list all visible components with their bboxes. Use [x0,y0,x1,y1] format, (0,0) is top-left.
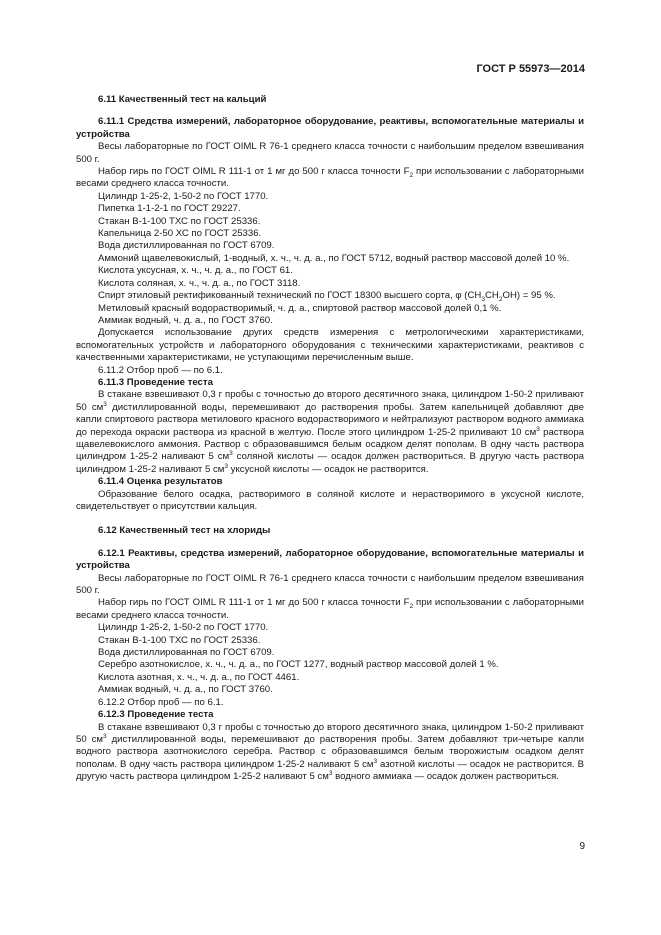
paragraph: Весы лабораторные по ГОСТ OIML R 76-1 среднего класса точности с наибольшим пределом взвешивания 500 г. [76,141,584,165]
list-item: Метиловый красный водорастворимый, ч. д. а., спиртовой раствор массовой долей 0,1 %. [98,302,502,314]
list-item: Стакан В-1-100 ТХС по ГОСТ 25336. [98,215,261,227]
paragraph: Допускается использование других средств измерения с метрологическими характеристиками, вспомогательных устройств и лабораторного оборудования с техническими характеристиками, реактивов с качественными характеристиками, не уступающими перечисленным выше. [76,327,584,364]
list-item: Кислота соляная, х. ч., ч. д. а., по ГОСТ 3118. [98,277,301,289]
paragraph: Набор гирь по ГОСТ OIML R 111-1 от 1 мг до 500 г класса точности $F_2$ при использовании с лабораторными весами среднего класса точности. [76,166,584,190]
paragraph: Образование белого осадка, растворимого в соляной кислоте и нерастворимого в уксусной кислоте, свидетельствует о присутствии кальция. [76,488,584,512]
paragraph: 6.12.2 Отбор проб — по 6.1. [98,696,224,708]
page-number: 9 [579,841,585,852]
paragraph: Весы лабораторные по ГОСТ OIML R 76-1 среднего класса точности с наибольшим пределом взвешивания 500 г. [76,572,584,597]
list-item: Аммиак водный, ч. д. а., по ГОСТ 3760. [98,684,273,696]
section-title: 6.12 Качественный тест на хлориды [98,525,271,537]
list-item: Серебро азотнокислое, х. ч., ч. д. а., по ГОСТ 1277, водный раствор массовой долей 1 %. [98,659,499,671]
subsection-title: 6.12.1 Реактивы, средства измерений, лабораторное оборудование, вспомогательные материалы и устройства [76,547,584,572]
subsection-title: 6.11.4 Оценка результатов [98,476,223,488]
list-item: Цилиндр 1-25-2, 1-50-2 по ГОСТ 1770. [98,622,269,634]
paragraph: В стакане взвешивают 0,3 г пробы с точностью до второго десятичного знака, цилиндром 1-50-2 приливают 50 $см^3$ дистиллированной воды, перемешивают до растворения пробы. Затем добавляют три-четыре капли водного раствора азотнокислого серебра. Раствор с образовавшимся белым творожистым осадком делят пополам. В одну часть раствора цилиндром 1-25-2 наливают 5 $см^3$ азотной кислоты — осадок не растворится. В другую часть раствора цилиндром 1-25-2 наливают 5 $см^3$ водного аммиака — осадок должен раствориться. [76,721,584,783]
list-item: Кислота уксусная, х. ч., ч. д. а., по ГОСТ 61. [98,265,293,277]
subsection-title: 6.11.1 Средства измерений, лабораторное оборудование, реактивы, вспомогательные материалы и устройства [76,116,584,140]
list-item: Капельница 2-50 ХС по ГОСТ 25336. [98,228,262,240]
paragraph: В стакане взвешивают 0,3 г пробы с точностью до второго десятичного знака, цилиндром 1-50-2 приливают 50 $см^3$ дистиллированной воды, перемешивают до растворения пробы. Затем капельницей добавляют две капли спиртового раствора метилового красного водорастворимого и нейтрализуют раствором водного аммиака до перехода окраски раствора из красной в желтую. После этого цилиндром 1-25-2 приливают 10 $см^3$ раствора щавелевокислого аммония. Раствор с образовавшимся белым осадком делят пополам. В одну часть раствора цилиндром 1-25-2 наливают 5 $см^3$ соляной кислоты — осадок должен раствориться. В другую часть раствора цилиндром 1-25-2 наливают 5 $см^3$ уксусной кислоты — осадок не растворится. [76,389,584,475]
paragraph: Набор гирь по ГОСТ OIML R 111-1 от 1 мг до 500 г класса точности $F_2$ при использовании с лабораторными весами среднего класса точности. [76,597,584,621]
paragraph: 6.11.2 Отбор проб — по 6.1. [98,364,223,376]
list-item: Пипетка 1-1-2-1 по ГОСТ 29227. [98,203,241,215]
list-item: Цилиндр 1-25-2, 1-50-2 по ГОСТ 1770. [98,190,269,202]
document-body [76,94,584,784]
standard-header: ГОСТ Р 55973—2014 [476,63,585,75]
list-item: Аммиак водный, ч. д. а., по ГОСТ 3760. [98,314,273,326]
subsection-title: 6.12.3 Проведение теста [98,709,214,721]
list-item: Вода дистиллированная по ГОСТ 6709. [98,647,275,659]
list-item: Аммоний щавелевокислый, 1-водный, х. ч., ч. д. а., по ГОСТ 5712, водный раствор массовой долей 10 %. [98,252,570,264]
subsection-title: 6.11.3 Проведение теста [98,376,213,388]
section-title: 6.11 Качественный тест на кальций [98,94,267,105]
list-item: Стакан В-1-100 ТХС по ГОСТ 25336. [98,634,261,646]
list-item: Спирт этиловый ректификованный технический по ГОСТ 18300 высшего сорта, φ $(CH_3CH_2OH) = 95$ %. [98,290,556,303]
list-item: Вода дистиллированная по ГОСТ 6709. [98,240,275,252]
list-item: Кислота азотная, х. ч., ч. д. а., по ГОСТ 4461. [98,671,300,683]
